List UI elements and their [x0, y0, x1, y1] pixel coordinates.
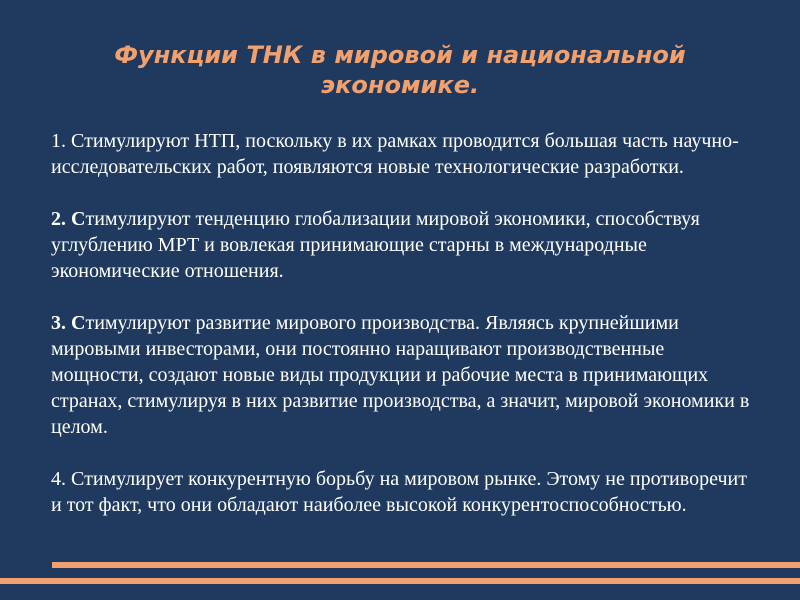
- paragraph-1: [51, 128, 751, 180]
- paragraph-1-number: 1.: [51, 130, 66, 152]
- decorative-stripe-lower: [0, 578, 800, 584]
- paragraph-1-text: Стимулируют НТП, поскольку в их рамках проводится большая часть научно-исследовательских работ, появляются новые технологические разработки.: [51, 130, 739, 178]
- paragraph-2-number: 2. С: [51, 208, 86, 230]
- slide-title: Функции ТНК в мировой и национальной экономике.: [114, 41, 686, 99]
- paragraph-4-number: 4.: [51, 468, 66, 490]
- slide-body: [51, 128, 751, 544]
- paragraph-3: [51, 310, 751, 440]
- paragraph-4-text: Стимулирует конкурентную борьбу на мировом рынке. Этому не противоречит и тот факт, что они обладают наиболее высокой конкурентоспособностью.: [51, 468, 747, 516]
- paragraph-2: [51, 206, 751, 284]
- decorative-stripe-upper: [52, 562, 800, 568]
- paragraph-3-text: тимулируют развитие мирового производства. Являясь крупнейшими мировыми инвесторами, они постоянно наращивают производственные мощности, создают новые виды продукции и рабочие места в принимающих странах, стимулируя в них развитие производства, а значит, мировой экономики в целом.: [51, 312, 750, 438]
- paragraph-4: [51, 466, 751, 518]
- paragraph-2-text: тимулируют тенденцию глобализации мировой экономики, способствуя углублению МРТ и вовлекая принимающие старны в международные экономические отношения.: [51, 208, 700, 282]
- paragraph-3-number: 3. С: [51, 312, 86, 334]
